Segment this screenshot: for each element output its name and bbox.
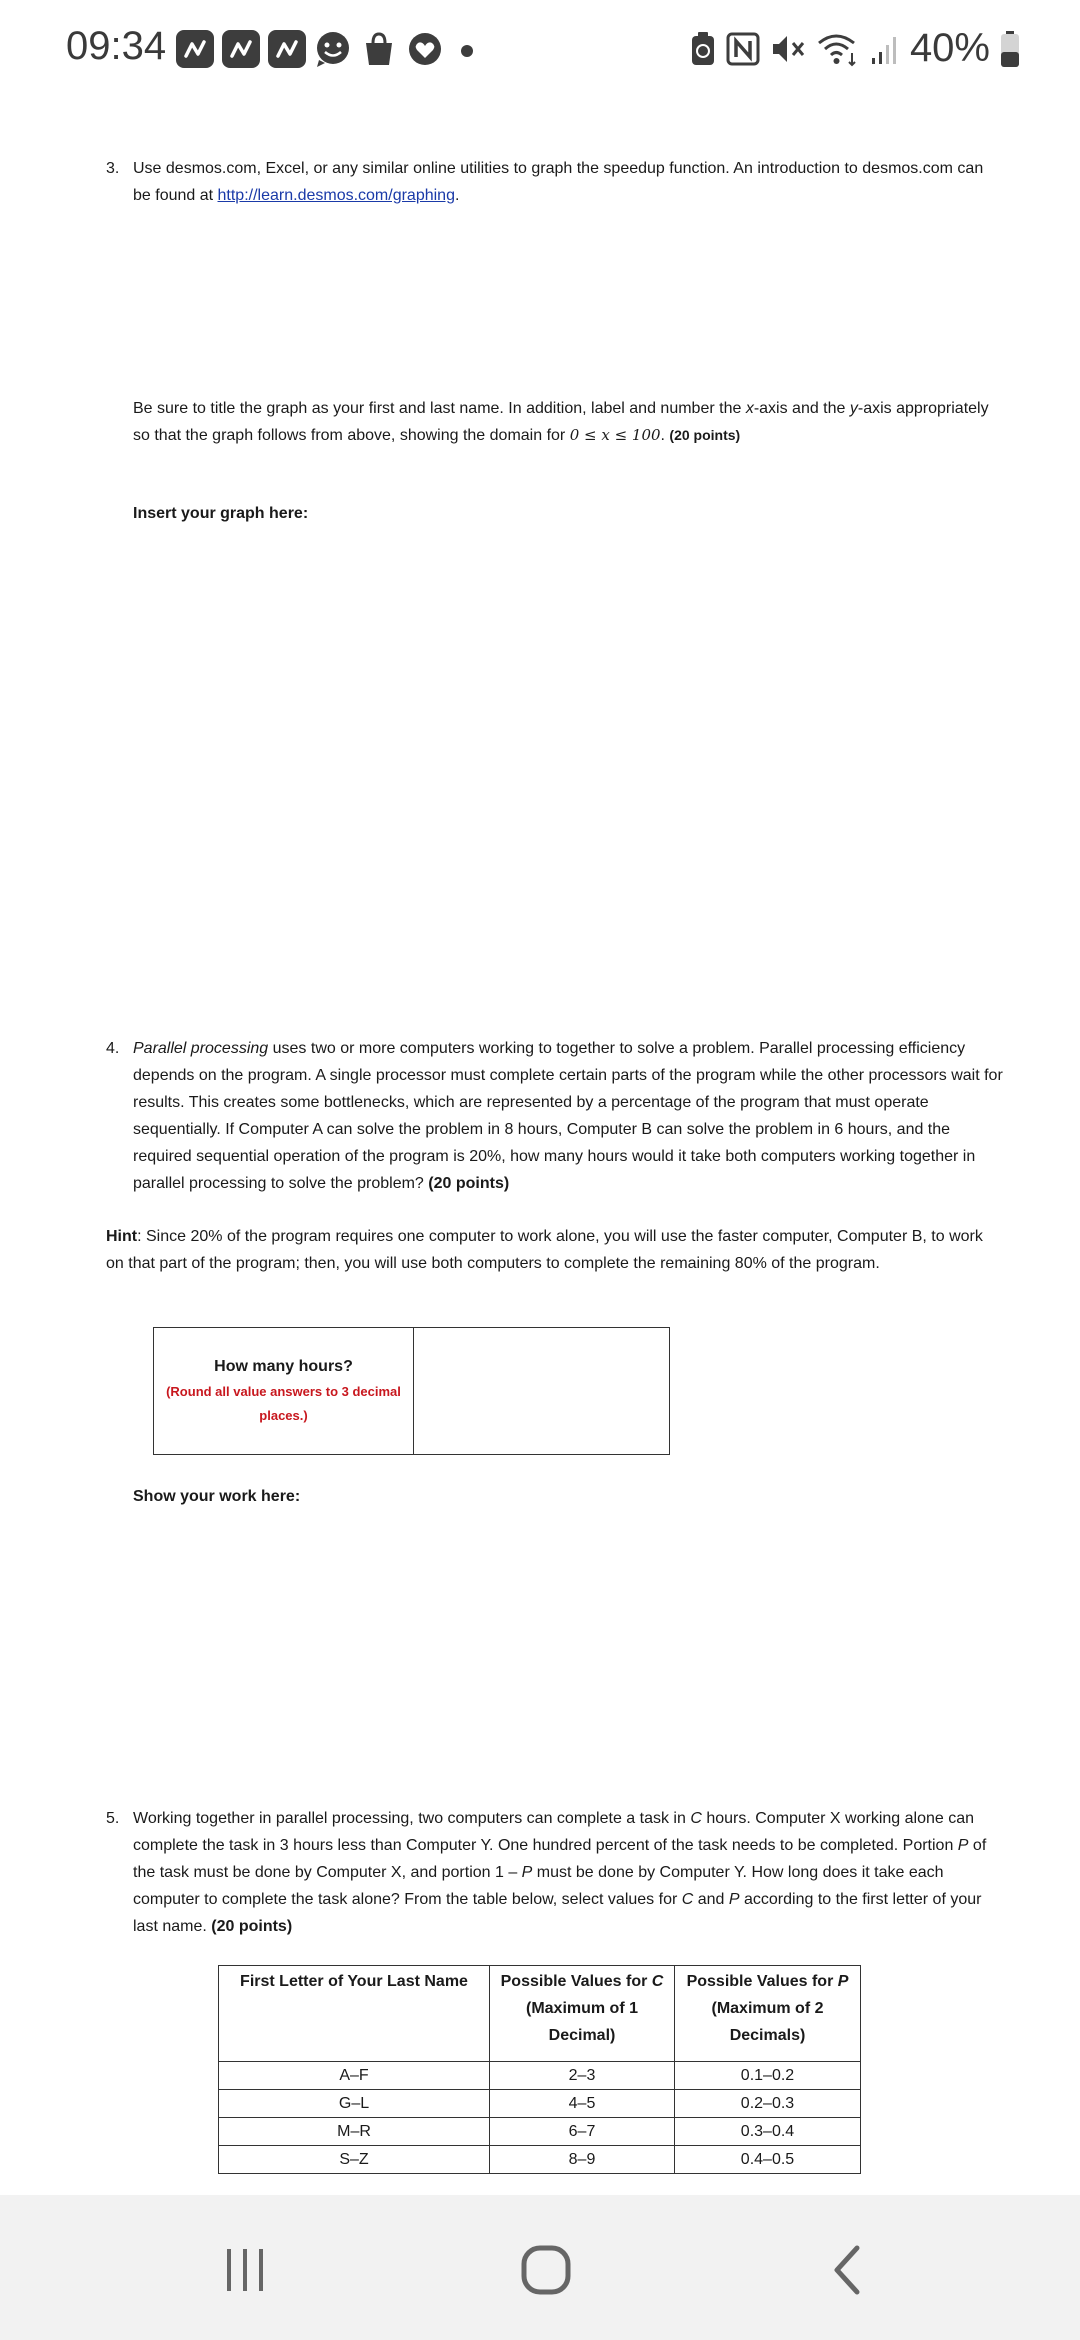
recent-apps-button[interactable] [210, 2235, 280, 2305]
header-values-c [490, 1966, 675, 2062]
variable-p: P [521, 1864, 533, 1881]
parallel-processing-term: Parallel processing [133, 1040, 269, 1057]
table-cell: 0.1–0.2 [675, 2062, 861, 2090]
question-5 [106, 1805, 1004, 1940]
table-cell: G–L [219, 2090, 490, 2118]
table-cell: 0.2–0.3 [675, 2090, 861, 2118]
insert-graph-label: Insert your graph here: [133, 505, 309, 522]
header-text: (Maximum of 2 Decimals) [711, 2000, 824, 2044]
table-row [219, 2090, 861, 2118]
hint-paragraph [106, 1223, 1004, 1277]
hint-label: Hint [106, 1228, 138, 1245]
header-last-name-letter: First Letter of Your Last Name [219, 1966, 490, 2062]
points-label: (20 points) [428, 1175, 510, 1192]
instruction-text: . [660, 427, 670, 444]
question-5-text: and [693, 1891, 729, 1908]
table-row [219, 2118, 861, 2146]
question-4-text: uses two or more computers working to together to solve a problem. Parallel processing efficiency depends on the program. A single processor must complete certain parts of the program while the other processors wait for results. This creates some bottlenecks, which are represented by a percentage of the program that must operate sequentially. If Computer A can solve the problem in 8 hours, Computer B can solve the problem in 6 hours, and the required sequential operation of the program is 20%, how many hours would it take both computers working together in parallel processing to solve the problem? [133, 1040, 1003, 1192]
hint-text: : Since 20% of the program requires one computer to work alone, you will use the faster computer, Computer B, to work on that part of the program; then, you will use both computers to complete the remaining 80% of the program. [106, 1228, 983, 1272]
rounding-note: (Round all value answers to 3 decimal places.) [166, 1384, 401, 1423]
y-variable: y [849, 400, 858, 417]
table-cell: M–R [219, 2118, 490, 2146]
question-3-text: Use desmos.com, Excel, or any similar online utilities to graph the speedup function. An introduction to desmos.com can be found at [133, 160, 984, 204]
table-cell: 8–9 [490, 2146, 675, 2174]
variable-p: P [728, 1891, 740, 1908]
points-label: (20 points) [669, 427, 741, 443]
navigation-bar [0, 2195, 1080, 2340]
answer-value-cell[interactable] [414, 1328, 669, 1454]
desmos-link[interactable]: http://learn.desmos.com/graphing [217, 187, 455, 204]
question-5-text: Working together in parallel processing, two computers can complete a task in [133, 1810, 691, 1827]
table-cell: 4–5 [490, 2090, 675, 2118]
table-cell: S–Z [219, 2146, 490, 2174]
variable-c: C [681, 1891, 694, 1908]
question-5-text: must be done by Computer Y. How long does it take each computer to complete the task alone? From the table below, select values for [133, 1864, 944, 1908]
question-number: 4. [106, 1040, 120, 1057]
question-4 [106, 1035, 1004, 1197]
recent-apps-icon [221, 2245, 269, 2295]
instruction-text: -axis and the [753, 400, 850, 417]
status-time: 09:34 [66, 24, 167, 68]
table-cell: 0.4–0.5 [675, 2146, 861, 2174]
table-cell: A–F [219, 2062, 490, 2090]
show-work-label: Show your work here: [133, 1488, 301, 1505]
home-icon [520, 2244, 572, 2296]
question-5-text: hours. Computer X working alone can complete the task in 3 hours less than Computer Y. One hundred percent of the task needs to be completed. Portion [133, 1810, 975, 1854]
answer-table [153, 1327, 670, 1455]
back-icon [827, 2244, 867, 2296]
header-text: (Maximum of 1 Decimal) [525, 2000, 638, 2044]
instruction-text: -axis appropriately so that the graph follows from above, showing the domain for [133, 400, 989, 444]
table-row [219, 2062, 861, 2090]
header-text: Possible Values for [686, 1973, 838, 1990]
home-button[interactable] [511, 2235, 581, 2305]
variable-c: C [651, 1973, 664, 1990]
question-3-text-end: . [454, 187, 460, 204]
variable-c: C [690, 1810, 702, 1827]
x-variable: x [745, 400, 754, 417]
header-values-p [675, 1966, 861, 2062]
question-number: 3. [106, 160, 120, 177]
points-label: (20 points) [211, 1918, 293, 1935]
question-5-text: according to the first letter of your last name. [133, 1891, 982, 1935]
answer-label-cell [154, 1328, 414, 1454]
table-cell: 0.3–0.4 [675, 2118, 861, 2146]
question-5-text: of the task must be done by Computer X, and portion 1 – [133, 1837, 987, 1881]
header-text: Possible Values for [500, 1973, 652, 1990]
variable-p: P [837, 1973, 849, 1990]
question-number: 5. [106, 1810, 120, 1827]
table-header-row [219, 1966, 861, 2062]
battery-percent: 40% [909, 26, 990, 70]
back-button[interactable] [812, 2235, 882, 2305]
graph-instructions [133, 395, 1003, 449]
table-cell: 6–7 [490, 2118, 675, 2146]
variable-p: P [957, 1837, 969, 1854]
value-selection-table [218, 1965, 861, 2174]
domain-expression: 0 ≤ x ≤ 100 [569, 426, 661, 444]
how-many-hours-label: How many hours? [214, 1358, 353, 1375]
table-cell: 2–3 [490, 2062, 675, 2090]
instruction-text: Be sure to title the graph as your first and last name. In addition, label and number the [133, 400, 746, 417]
table-row [219, 2146, 861, 2174]
question-3 [106, 155, 1004, 209]
